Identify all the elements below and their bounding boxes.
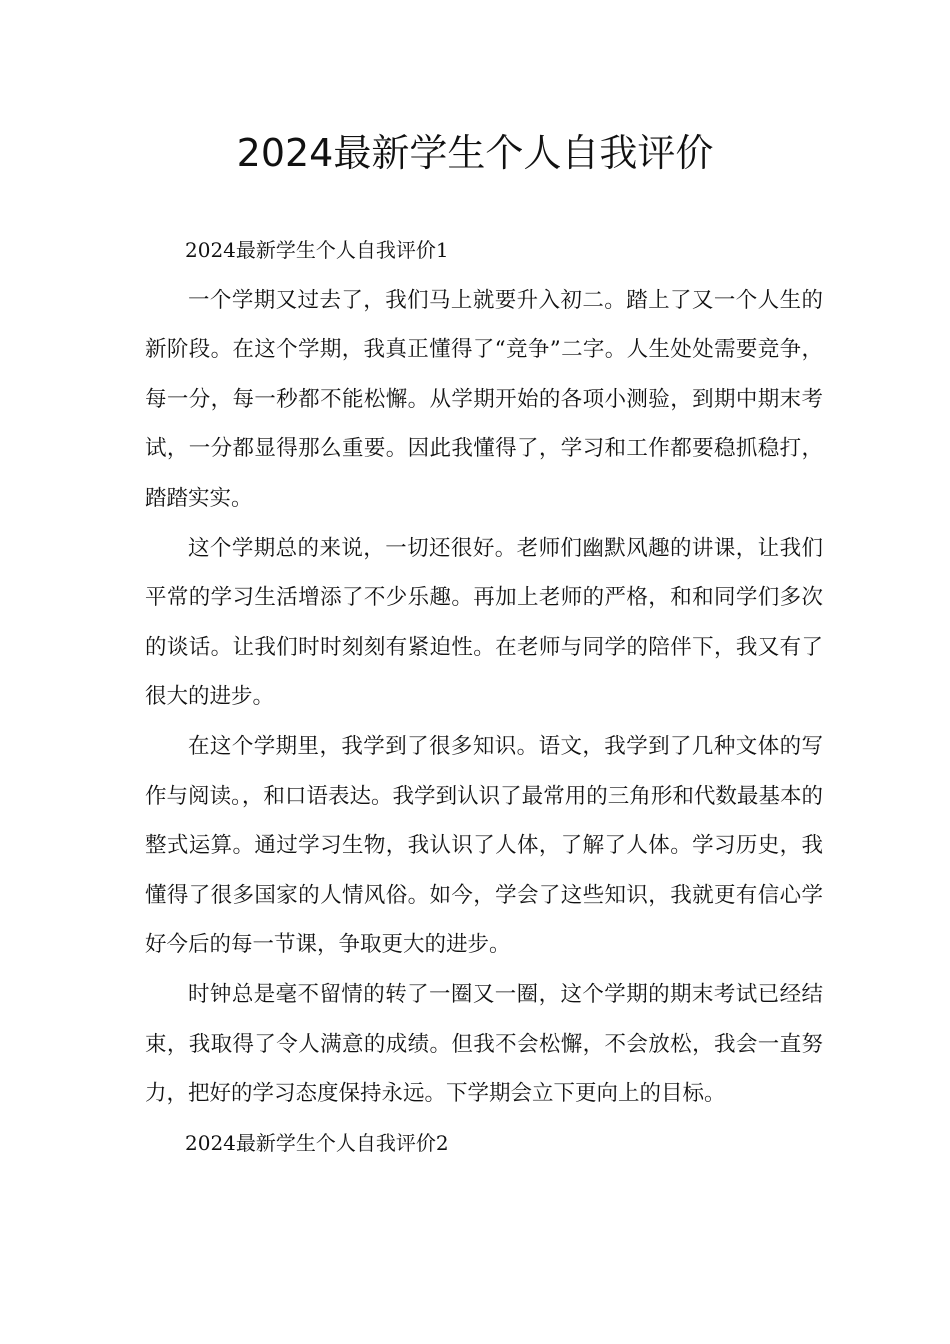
paragraph: 在这个学期里，我学到了很多知识。语文，我学到了几种文体的写作与阅读。，和口语表达。我学到认识了最常用的三角形和代数最基本的整式运算。通过学习生物，我认识了人体，了解了人体。学习历史，我懂得了很多国家的人情风俗。如今，学会了这些知识，我就更有信心学好今后的每一节课，争取更大的进步。 xyxy=(145,733,823,958)
section-heading-1: 2024最新学生个人自我评价1 xyxy=(185,238,449,262)
paragraph: 一个学期又过去了，我们马上就要升入初二。踏上了又一个人生的新阶段。在这个学期，我真正懂得了“竞争”二字。人生处处需要竞争，每一分，每一秒都不能松懈。从学期开始的各项小测验，到期中期末考试，一分都显得那么重要。因此我懂得了，学习和工作都要稳抓稳打，踏踏实实。 xyxy=(145,287,823,511)
document-title: 2024最新学生个人自我评价 xyxy=(236,131,714,175)
paragraph: 时钟总是毫不留情的转了一圈又一圈，这个学期的期末考试已经结束，我取得了令人满意的成绩。但我不会松懈，不会放松，我会一直努力，把好的学习态度保持永远。下学期会立下更向上的目标。 xyxy=(145,981,823,1107)
section-heading-2: 2024最新学生个人自我评价2 xyxy=(185,1130,449,1155)
document-body xyxy=(145,226,823,1168)
paragraph: 这个学期总的来说，一切还很好。老师们幽默风趣的讲课，让我们平常的学习生活增添了不少乐趣。再加上老师的严格，和和同学们多次的谈话。让我们时时刻刻有紧迫性。在老师与同学的陪伴下，我又有了很大的进步。 xyxy=(145,535,823,710)
